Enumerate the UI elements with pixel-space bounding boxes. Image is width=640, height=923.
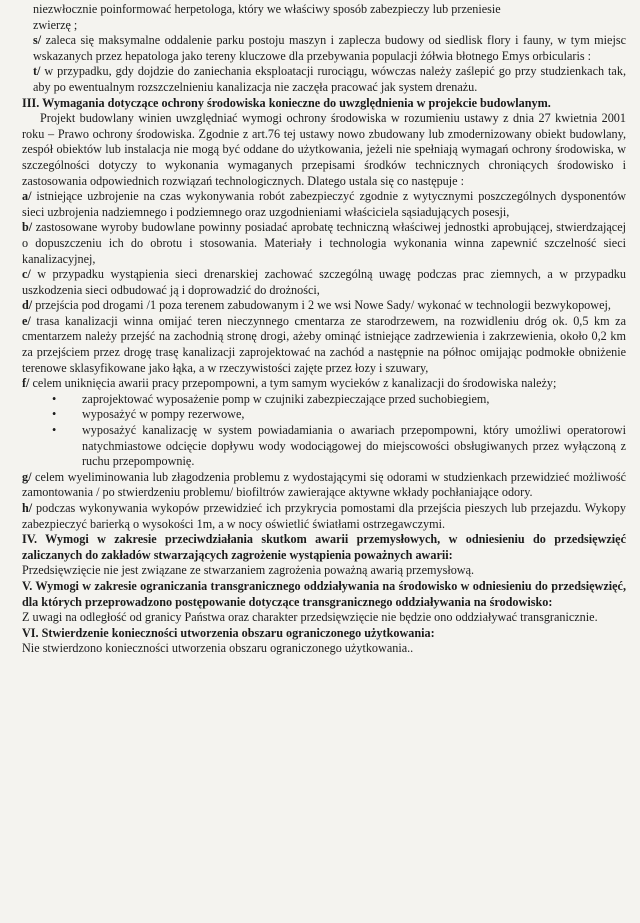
- item-d-text: przejścia pod drogami /1 poza terenem zabudowanym i 2 we wsi Nowe Sady/ wykonać w technologii bezwykopowej,: [32, 298, 611, 313]
- item-h: [22, 501, 626, 532]
- section-iv-heading: IV. Wymogi w zakresie przeciwdziałania skutkom awarii przemysłowych, w odniesieniu do przedsięwzięć zaliczanych do zakładów stwarzających zagrożenie wystąpienia poważnych awarii:: [22, 532, 626, 562]
- list-item: [22, 423, 626, 470]
- item-t-marker: t/: [33, 64, 41, 79]
- bullet-text: wyposażyć w pompy rezerwowe,: [82, 407, 245, 422]
- item-b-text: zastosowane wyroby budowlane powinny posiadać aprobatę techniczną właściwej jednostki aprobującej, stwierdzającej o dopuszczeniu ich do obrotu i stosowania. Materiały i technologia wykonania winna zapewnić szczelność sieci kanalizacyjnej,: [22, 220, 626, 266]
- section-v-heading: V. Wymogi w zakresie ograniczania transgranicznego oddziaływania na środowisko w odniesieniu do przedsięwzięć, dla których przeprowadzono postępowanie dotyczące transgranicznego oddziaływania na środowisko:: [22, 578, 626, 609]
- section-v-text: Z uwagi na odległość od granicy Państwa oraz charakter przedsięwzięcie nie będzie ono oddziaływać transgranicznie.: [22, 610, 598, 625]
- item-s-text: zaleca się maksymalne oddalenie parku postoju maszyn i zaplecza budowy od siedlisk flory i fauny, w tym miejsc wskazanych przez hepatologa jako tereny kluczowe dla przebywania populacji żółwia błotnego Emys orbicularis :: [33, 33, 626, 63]
- item-s: [22, 33, 626, 64]
- bullet-text: zaprojektować wyposażenie pomp w czujniki zabezpieczające przed suchobiegiem,: [82, 391, 490, 406]
- item-c-marker: c/: [22, 267, 31, 282]
- item-e-text: trasa kanalizacji winna omijać teren nieczynnego cmentarza ze starodrzewem, na rozwidleniu dróg ok. 0,5 km za cmentarzem należy przejść na zachodnią stronę drogi, ażeby ominąć istniejące zadrzewienia i zakrzewienia, około 0,2 km za przejściem przez drogę trasę kanalizacji zaprojektować na zachód a następnie na północ omijając podmokłe obniżenie terenowe sklasyfikowane jako łąka, a w rzeczywistości zajęte przez łozy i szuwary,: [22, 313, 626, 375]
- bullet-icon: •: [52, 423, 57, 438]
- item-b-marker: b/: [22, 220, 33, 235]
- item-a: [22, 189, 626, 220]
- section-vi-text: Nie stwierdzono konieczności utworzenia obszaru ograniczonego użytkowania..: [22, 641, 414, 656]
- section-iv-text: Przedsięwzięcie nie jest związane ze stwarzaniem zagrożenia poważną awarią przemysłową.: [22, 563, 475, 578]
- item-h-marker: h/: [22, 501, 33, 515]
- item-t-text: w przypadku, gdy dojdzie do zaniechania eksploatacji rurociągu, wówczas należy zaślepić go przy studzienkach tak, aby po ewentualnym rozszczelnieniu kanalizacja nie zaczęła pracować jak system drenażu.: [33, 64, 626, 94]
- item-f-marker: f/: [22, 376, 30, 391]
- item-g-marker: g/: [22, 469, 32, 484]
- item-s-marker: s/: [33, 33, 42, 48]
- item-a-marker: a/: [22, 189, 32, 204]
- item-d: [22, 298, 626, 314]
- item-h-text: podczas wykonywania wykopów przewidzieć ich przykrycia pomostami dla przejścia pieszych lub przejazdu. Wykopy zabezpieczyć barierką o wysokości 1m, a w nocy oświetlić światłami ostrzegawczymi.: [22, 501, 626, 531]
- item-r-line-1: niezwłocznie poinformować herpetologa, który we właściwy sposób zabezpieczy lub przeniesie: [33, 2, 501, 16]
- item-c-text: w przypadku wystąpienia sieci drenarskiej zachować szczególną uwagę podczas prac ziemnych, a w przypadku uszkodzenia sieci odbudować ją i doprowadzić do drożności,: [22, 267, 626, 297]
- bullet-icon: •: [52, 391, 57, 406]
- item-d-marker: d/: [22, 298, 33, 313]
- list-item: [22, 392, 626, 408]
- item-c: [22, 267, 626, 298]
- item-f: [22, 376, 626, 392]
- item-b: [22, 220, 626, 267]
- item-e-marker: e/: [22, 313, 31, 328]
- item-r-continuation: [22, 2, 626, 33]
- list-item: [22, 407, 626, 423]
- section-iii-intro: Projekt budowlany winien uwzględniać wymogi ochrony środowiska w rozumieniu ustawy z dnia 27 kwietnia 2001 roku – Prawo ochrony środowiska. Zgodnie z art.76 tej ustawy nowo zbudowany lub zmodernizowany obiekt budowlany, zespół obiektów lub instalacja nie mogą być oddane do użytkowania, jeżeli nie spełniają wymagań ochrony środowiska, w szczególności dotyczy to wykonania wymaganych przepisami środków technicznych chroniących środowisko i zastosowania odpowiednich rozwiązań technologicznych. Dlatego ustala się co następuje :: [22, 111, 626, 188]
- item-g: [22, 470, 626, 501]
- item-a-text: istniejące uzbrojenie na czas wykonywania robót zabezpieczyć zgodnie z wytycznymi poszczególnych dysponentów sieci uzbrojenia nadziemnego i podziemnego oraz uzgodnieniami właściciela sąsiadujących posesji,: [22, 189, 626, 219]
- item-r-line-2: zwierzę ;: [33, 17, 78, 32]
- bullet-text: wyposażyć kanalizację w system powiadamiania o awariach przepompowni, który umożliwi operatorowi natychmiastowe odcięcie dopływu wody wodociągowej do miejscowości obsługiwanych przez wyłączoną z ruchu przepompownię.: [82, 423, 626, 469]
- item-e: [22, 314, 626, 376]
- bullet-icon: •: [52, 407, 57, 422]
- item-t: [22, 64, 626, 95]
- section-vi-heading: VI. Stwierdzenie konieczności utworzenia obszaru ograniczonego użytkowania:: [22, 625, 435, 640]
- bullet-list: [22, 392, 626, 470]
- item-g-text: celem wyeliminowania lub złagodzenia problemu z wydostającymi się odorami w studzienkach przewidzieć możliwość zamontowania / po stwierdzeniu problemu/ biofiltrów zawierające aktywne wkłady pochłaniające odory.: [22, 469, 626, 500]
- section-iii-heading: III. Wymagania dotyczące ochrony środowiska konieczne do uwzględnienia w projekcie budowlanym.: [22, 95, 551, 110]
- item-f-text: celem uniknięcia awarii pracy przepompowni, a tym samym wycieków z kanalizacji do środowiska należy;: [29, 376, 557, 391]
